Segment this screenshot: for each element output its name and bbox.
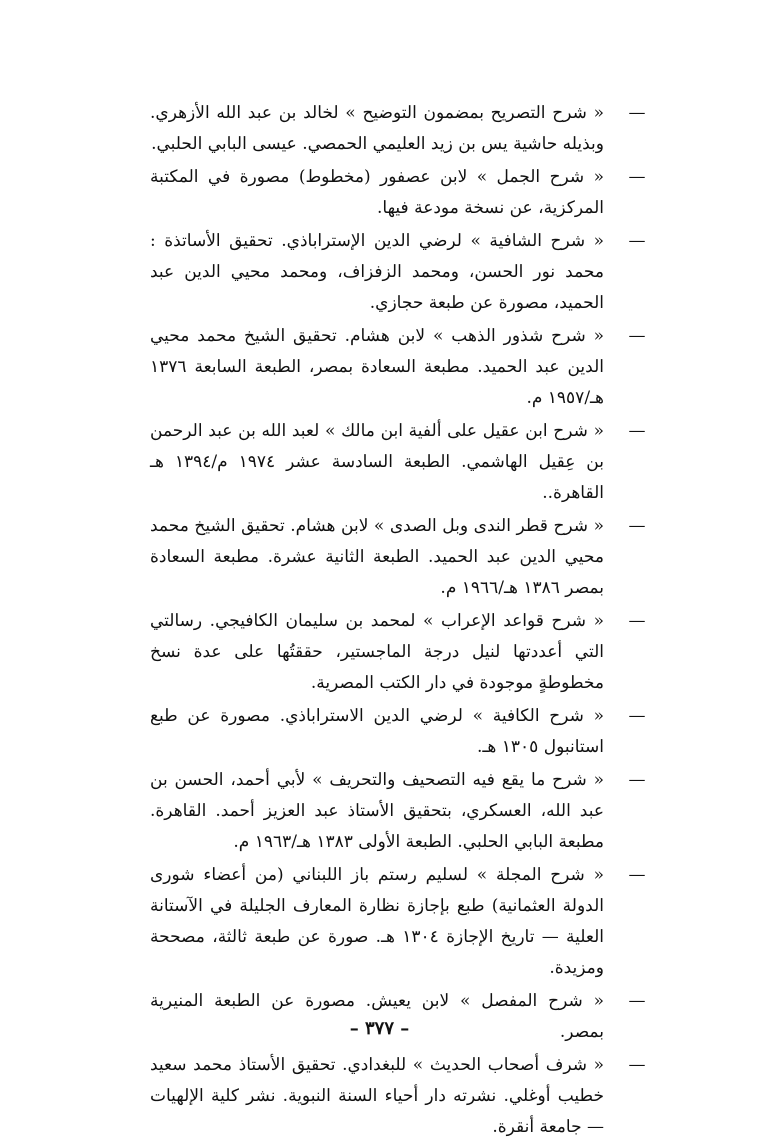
entry-text: « شرح شذور الذهب » لابن هشام. تحقيق الشيخ محمد محيي الدين عبد الحميد. مطبعة السعادة بمصر، الطبعة السابعة ١٣٧٦ هـ/١٩٥٧ م. bbox=[150, 326, 604, 408]
bibliography-entry bbox=[150, 511, 648, 604]
bibliography-entry bbox=[150, 416, 648, 509]
bibliography-entry bbox=[150, 321, 648, 414]
entry-dash: — bbox=[628, 231, 646, 251]
entry-dash: — bbox=[628, 516, 646, 536]
entry-dash: — bbox=[628, 706, 646, 726]
entry-dash: — bbox=[628, 167, 646, 187]
entry-text: « شرح قطر الندى وبل الصدى » لابن هشام. تحقيق الشيخ محمد محيي الدين عبد الحميد. الطبعة الثانية عشرة. مطبعة السعادة بمصر ١٣٨٦ هـ/١٩٦٦ م. bbox=[150, 516, 604, 598]
entry-text: « شرح المجلة » لسليم رستم باز اللبناني (من أعضاء شورى الدولة العثمانية) طبع بإجازة نظارة المعارف الجليلة في الآستانة العلية — تاريخ الإجازة ١٣٠٤ هـ. صورة عن طبعة ثالثة، مصححة ومزيدة. bbox=[150, 865, 605, 978]
bibliography-entry bbox=[150, 226, 648, 319]
entry-text: « شرح الكافية » لرضي الدين الاستراباذي. مصورة عن طبع استانبول ١٣٠٥ هـ. bbox=[150, 706, 604, 757]
entry-text: « شرح المفصل » لابن يعيش. مصورة عن الطبعة المنيرية بمصر. bbox=[150, 991, 604, 1042]
entry-dash: — bbox=[628, 1055, 646, 1075]
bibliography-entry bbox=[150, 606, 648, 699]
entry-text: « شرح ابن عقيل على ألفية ابن مالك » لعبد الله بن عبد الرحمن بن عِقيل الهاشمي. الطبعة السادسة عشر ١٩٧٤ م/١٣٩٤ هـ القاهرة.. bbox=[150, 421, 604, 503]
entry-dash: — bbox=[628, 103, 646, 123]
bibliography-entry bbox=[150, 701, 648, 763]
page-number: – ٣٧٧ – bbox=[349, 1018, 410, 1039]
entry-text: « شرف أصحاب الحديث » للبغدادي. تحقيق الأستاذ محمد سعيد خطيب أوغلي. نشرته دار أحياء السنة النبوية. نشر كلية الإلهيات — جامعة أنقرة. bbox=[150, 1055, 604, 1137]
bibliography-entry bbox=[150, 860, 648, 984]
entry-dash: — bbox=[628, 991, 646, 1011]
entry-dash: — bbox=[628, 421, 646, 441]
bibliography-page bbox=[150, 98, 648, 1145]
entry-text: « شرح التصريح بمضمون التوضيح » لخالد بن عبد الله الأزهري. وبذيله حاشية يس بن زيد العليمي الحمصي. عيسى البابي الحلبي. bbox=[150, 103, 604, 154]
entry-text: « شرح الجمل » لابن عصفور (مخطوط) مصورة في المكتبة المركزية، عن نسخة مودعة فيها. bbox=[150, 167, 604, 218]
bibliography-entry bbox=[150, 98, 648, 160]
entry-text: « شرح الشافية » لرضي الدين الإستراباذي. تحقيق الأساتذة : محمد نور الحسن، ومحمد الزفزاف، ومحمد محيي الدين عبد الحميد، مصورة عن طبعة حجازي. bbox=[150, 231, 604, 313]
entry-dash: — bbox=[628, 770, 646, 790]
entry-dash: — bbox=[628, 326, 646, 346]
entry-dash: — bbox=[628, 865, 646, 885]
entry-text: « شرح قواعد الإعراب » لمحمد بن سليمان الكافيجي. رسالتي التي أعددتها لنيل درجة الماجستير، حققتُها على عدة نسخ مخطوطةٍ موجودة في دار الكتب المصرية. bbox=[150, 611, 604, 693]
entry-text: « شرح ما يقع فيه التصحيف والتحريف » لأبي أحمد، الحسن بن عبد الله، العسكري، بتحقيق الأستاذ عبد العزيز أحمد. القاهرة. مطبعة البابي الحلبي. الطبعة الأولى ١٣٨٣ هـ/١٩٦٣ م. bbox=[150, 770, 604, 852]
entry-dash: — bbox=[628, 611, 646, 631]
bibliography-entry bbox=[150, 765, 648, 858]
bibliography-entry bbox=[150, 162, 648, 224]
bibliography-entry bbox=[150, 1050, 648, 1143]
